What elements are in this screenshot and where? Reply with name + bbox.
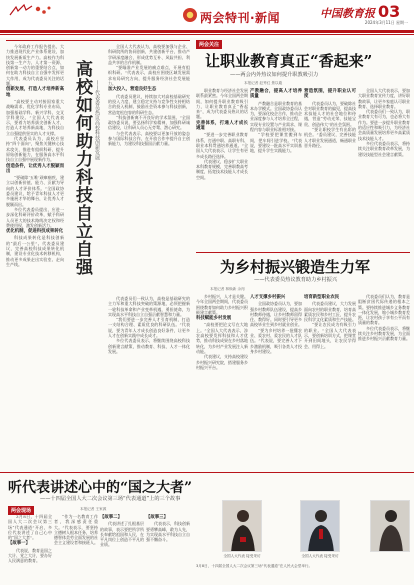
photo-delegate-2 <box>300 500 340 552</box>
story-1-label: 【故事一】 <box>8 541 30 547</box>
vocational-column-2: 产教融合，提高人才培养质量 产教融合是职业教育的基本办学模式。全国政协委员认为，要深化校企合作，推动企业深度参与人才培养全过程，实现专业设置与产业需求、课程内容与职业标准相对接。 “学校要把课堂搬到车间，把车间引进学校。”代表说，要建设一批高水平实训基地，提升学生实践能力。 <box>250 89 302 154</box>
person-silhouette-icon <box>301 501 340 552</box>
bottom-subtitle: ——十四届全国人大二次会议第三场“代表通道”上的三个故事 <box>40 496 181 502</box>
bottom-title: 听代表讲述心中的“国之大者” <box>8 480 193 496</box>
caption-2: 全国人大代表 接受采访 <box>301 554 339 558</box>
rural-column-3: 培育新型职业农民 代表委员建议，大力发展面向农村的职业教育，培育高素质农民和乡村工匠，提升农民科学文化素质和生产技能。 “要让农民成为有吸引力的职业。”全国人大代表表示，要创新培训方式，把课堂开到田间地头，让农民学得会、用得上。 <box>304 295 356 349</box>
vocational-title: 让职业教育真正“香起来” <box>205 52 373 70</box>
rural-top-rule <box>196 252 410 253</box>
story-2-label: 【故事二】 <box>100 515 122 520</box>
rural-column-2: 人才支撑乡村振兴 全国政协委员认为，要加强乡村教师队伍建设，提高乡村教师待遇，让乡村教师留得住、教得好。同时要引导更多高校毕业生到乡村就业创业。 “要为乡村培养一批懂农业、爱农村、爱农民的人才队伍。”代表说，要完善人才下乡激励机制，吸引各类人才投身乡村建设。 <box>250 295 302 354</box>
photo-delegate-3 <box>370 500 410 552</box>
rural-subhead-3: 培育新型职业农民 <box>304 295 340 300</box>
feature-title: 高校如何助力科技自立自强 <box>72 60 92 276</box>
photo-delegate-1 <box>222 500 262 552</box>
vocational-subhead-2: 产教融合，提高人才培养质量 <box>250 89 302 100</box>
feature-column-3: 代表委员们一致认为，高校是基础研究的主力军和重大科技突破的策源地，必须把握新一轮科技革命和产业变革机遇，勇担使命，为实现高水平科技自立自强贡献智慧和力量。 “我们要进一步完善人才引育机制，打造一支结构合理、素质优良的科研队伍。”代表说，要为青年人才成长创造良好条件，让更多人才在创新实践中成长成才。 多位代表委员表示，将继续围绕高校科技创新建言献策，推动教育、科技、人才一体化发展。 <box>108 296 190 354</box>
vocational-subhead-1: 完善体系，打通人才成长通道 <box>196 120 248 132</box>
rural-subtitle: ——代表委员热议教育助力乡村振兴 <box>254 277 338 283</box>
bottom-column-1: 3月8日，十四届全国人大二次会议第三场“代表通道”开启，多位代表讲述了自己心中的“国之大者”。 【故事一】 代表说，教育是国之大计、党之大计，要办好人民满意的教育。 <box>8 514 52 564</box>
bottom-section-rule <box>0 472 414 473</box>
page-number: 03 <box>378 2 401 21</box>
rural-column-4: 代表委员们认为，教育是阻断贫困代际传递的根本之策。要持续推进城乡义务教育一体化发展，缩小城乡教育差距，让农村孩子享有公平而有质量的教育。 多位代表委员表示，将继续关注乡村教育发展，为全面推进乡村振兴贡献教育力量。 <box>358 294 410 342</box>
vocational-column-4: 全国人大代表表示，要加大职业教育宣传力度，讲好职教故事，让更多家庭认可职业教育、选择职业教育。 代表委员们一致认为，职业教育大有可为，也必将大有作为。要进一步提升职业教育的适应性和吸引力，为经济社会高质量发展培养更多高素质技术技能人才。 多位代表委员表示，将持续关注职业教育改革发展，为建设技能型社会建言献策。 <box>358 88 410 157</box>
vocational-byline: 本报记者 赵秀红 焦以璇 <box>244 81 283 85</box>
feature-top-rule <box>6 40 190 41</box>
story-3-label: 【故事三】 <box>146 515 168 520</box>
feature-subtitle: ——代表委员热议高校科技创新发展 <box>94 80 100 160</box>
national-emblem-icon <box>183 8 197 22</box>
rural-column-1: 乡村振兴，人才是关键。今年全国两会期间，代表委员围绕教育如何助力乡村振兴积极建言献策。 科技赋能乡村发展 “高校要把论文写在大地上。”全国人大代表表示，涉农高校要发挥科技和人才优势，推动科技成果在乡村落地转化，为乡村产业发展注入新动能。 代表建议，支持高校建设乡村振兴研究院，搭建服务乡村振兴平台。 <box>196 294 248 370</box>
issue-date: 2024年3月11日 星期一 <box>364 20 408 25</box>
masthead-rule-thin <box>0 34 414 35</box>
feature-column-2: 全国人大代表认为，高校要加强与企业、科研院所的协同创新，共建创新平台，推动产学研深度融合，形成优势互补、风险共担、利益共享的合作机制。 “要瞄准产业发展的痛点难点，开展有组织科研。”代表表示，高校应围绕区域发展需求布局研究方向，提升服务经济社会发展能力。 加大投入，营造良好生态 代表委员建议，持续加大对高校基础研究的投入力度，建立稳定支持与竞争性支持相结合的投入机制，鼓励社会资本参与科技创新，营造宽松包容的科研生态。 “科技创新离不开良好的学术氛围。”全国政协委员说，要弘扬科学家精神，加强科研诚信建设，让科研人员心无旁骛、潜心研究。 与会代表表示，高校要以更加开放的姿态参与国际科技合作，在开放合作中提升自主创新能力，为建设科技强国贡献力量。 <box>108 44 190 147</box>
rural-subhead-1: 科技赋能乡村发展 <box>196 316 232 322</box>
vocational-subtitle: ——两会内外热议如何提升职教吸引力 <box>230 72 319 78</box>
vocational-subhead-3: 营造氛围，提升职业认可度 <box>304 89 356 100</box>
vocational-tag: 两会关注 <box>196 40 222 49</box>
person-silhouette-icon <box>223 501 262 552</box>
rural-title: 为乡村振兴锻造生力军 <box>220 258 371 276</box>
person-silhouette-icon <box>371 501 410 552</box>
feature-subhead-4: 加大投入，营造良好生态 <box>108 87 157 93</box>
bottom-column-3: 【故事二】 代表讲述了扎根基层的故事，表示要把所学所长奉献给祖国和人民，在平凡岗位上创造不平凡的业绩。 <box>100 515 144 548</box>
decorative-lantern-icon <box>8 3 54 19</box>
rural-subhead-2: 人才支撑乡村振兴 <box>250 295 286 300</box>
feature-subhead-2: 创造条件，让优秀人才脱颖而出 <box>6 163 64 174</box>
masthead <box>0 0 414 38</box>
section-title: 两会特刊·新闻 <box>200 11 281 25</box>
feature-subhead-3: 优化机制，促进科技成果转化 <box>6 229 64 235</box>
caption-main: 3月8日，十四届全国人大二次会议第三场“代表通道”在人民大会堂举行。 <box>196 564 313 568</box>
bottom-column-4: 【故事三】 代表表示，科技创新要勇攀高峰，敢为人先，为实现高水平科技自立自强不懈奋斗。 <box>146 515 190 543</box>
paper-name: 中国教育报 <box>320 7 375 20</box>
masthead-rule <box>0 30 414 33</box>
feature-subhead-1: 创新发展，打造人才培养新高地 <box>6 87 64 98</box>
vocational-column-3: 营造氛围，提升职业认可度 代表委员认为，要破除社会对职业教育的偏见，提高技术技能人才的社会地位和待遇，营造“劳动光荣、技能宝贵、创造伟大”的社会氛围。 “要让职校学生有出彩的机会。”委员建议，完善技能人才职业发展通道，畅通职业晋升路径。 <box>304 89 356 148</box>
bottom-byline: 本报记者 王家源 <box>80 507 107 511</box>
bottom-column-2: “作为一名教育工作者，我深感责任重大。”代表表示，要坚持立德树人根本任务，培养德智体美劳全面发展的社会主义建设者和接班人。 <box>54 514 98 546</box>
vocational-column-1: 职业教育与经济社会发展联系最紧密。今年全国两会期间，如何提升职业教育吸引力，让职业教育真正“香起来”，成为代表委员热议的话题。 完善体系，打通人才成长通道 “要进一步完善职业教育体系，打通中职、高职专科、职业本科贯通培养通道。”全国人大代表表示，让学生有更多成长路径选择。 代表建议，稳步扩大职业本科教育规模，完善职教高考制度，拓宽技术技能人才成长空间。 <box>196 88 248 180</box>
rural-byline: 本报记者 林焕新 余闯 <box>210 287 245 291</box>
feature-column-1: 今年政府工作报告提出，大力推进现代化产业体系建设，加快发展新质生产力。高校作为科技第一生产力、人才第一资源、创新第一动力的重要结合点，如何在助力科技自立自强中发挥更大作用，成为代表委员关注的话题。 创新发展，打造人才培养新高地 “高校要主动对接国家重大战略需求，优化学科专业布局，加强基础学科、新兴学科、交叉学科建设。”全国人大代表表示，要着力培养拔尖创新人才，打造人才培养新高地，为科技自立自强提供坚实的人才支撑。 代表委员认为，高校应坚持“四个面向”，聚焦关键核心技术攻关，推进有组织科研，提升原始创新能力，在服务高水平科技自立自强中展现新作为。 创造条件，让优秀人才脱颖而出 “要破除‘五唯’顽瘴痼疾，建立以创新价值、能力、贡献为导向的人才评价体系。”全国政协委员建议，给予青年科技人才更多施展才华的舞台，让优秀人才脱颖而出。 多位代表委员提出，应进一步深化科研评价改革，赋予科研人员更大的技术路线决定权和经费使用权，激发创新活力。 优化机制，促进科技成果转化 科技成果转化是科技创新的“最后一公里”。代表委员建议，完善高校科技成果转化机制，建设专业化技术转移机构，推动更多成果走出实验室、走向生产线。 <box>6 44 64 267</box>
bottom-tag: 两会现场 <box>8 506 34 515</box>
caption-1: 全国人大代表 接受采访 <box>223 554 261 558</box>
